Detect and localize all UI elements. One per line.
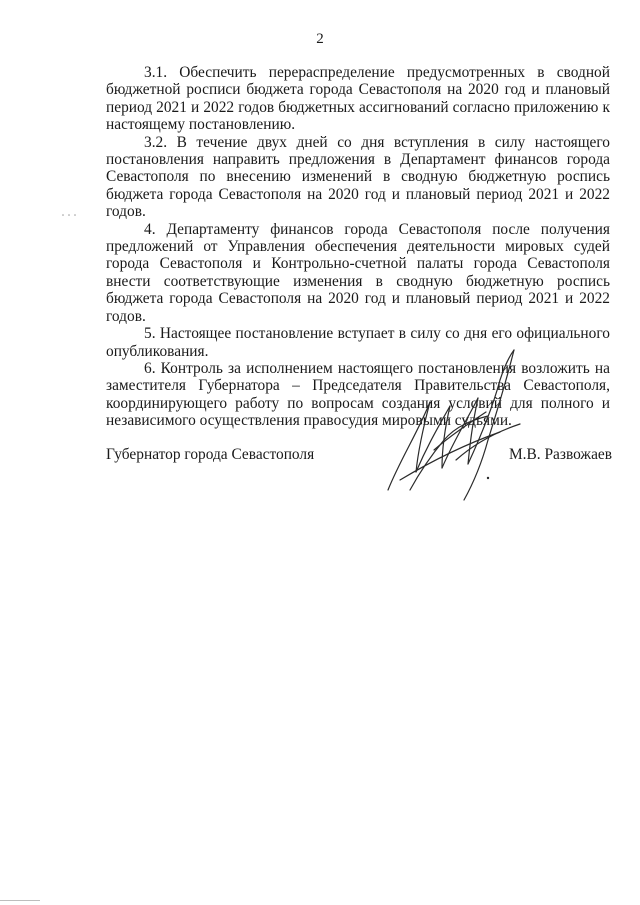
paragraph-5: 5. Настоящее постановление вступает в силу со дня его официального опубликования. [106,325,610,360]
signature-block [106,446,612,466]
paragraph-3-1: 3.1. Обеспечить перераспределение предусмотренных в сводной бюджетной росписи бюджета города Севастополя на 2020 год и плановый период 2021 и 2022 годов бюджетных ассигнований согласно приложению к настоящему постановлению. [106,64,610,134]
paragraph-6: 6. Контроль за исполнением настоящего постановления возложить на заместителя Губернатора – Председателя Правительства Севастополя, координирующего работу по вопросам создания условий для полного и независимого осуществления правосудия мировыми судьями. [106,359,610,430]
margin-scan-marks [60,210,84,220]
signer-title: Губернатор города Севастополя [106,446,315,463]
scan-edge-line [0,900,40,901]
page-number: 2 [316,31,324,47]
signer-name: М.В. Развожаев [509,446,612,463]
paragraph-4: 4. Департаменту финансов города Севастополя после получения предложений от Управления обеспечения деятельности мировых судей города Севастополя и Контрольно-счетной палаты города Севастополя внести соответствующие изменения в сводную бюджетную роспись бюджета города Севастополя на 2020 год и плановый период 2021 и 2022 годов. [106,220,610,325]
handwritten-signature [370,340,550,510]
paragraph-3-2: 3.2. В течение двух дней со дня вступления в силу настоящего постановления направить предложения в Департамент финансов города Севастополя по внесению изменений в сводную бюджетную роспись бюджета города Севастополя на 2020 год и плановый период 2021 и 2022 годов. [106,133,610,221]
